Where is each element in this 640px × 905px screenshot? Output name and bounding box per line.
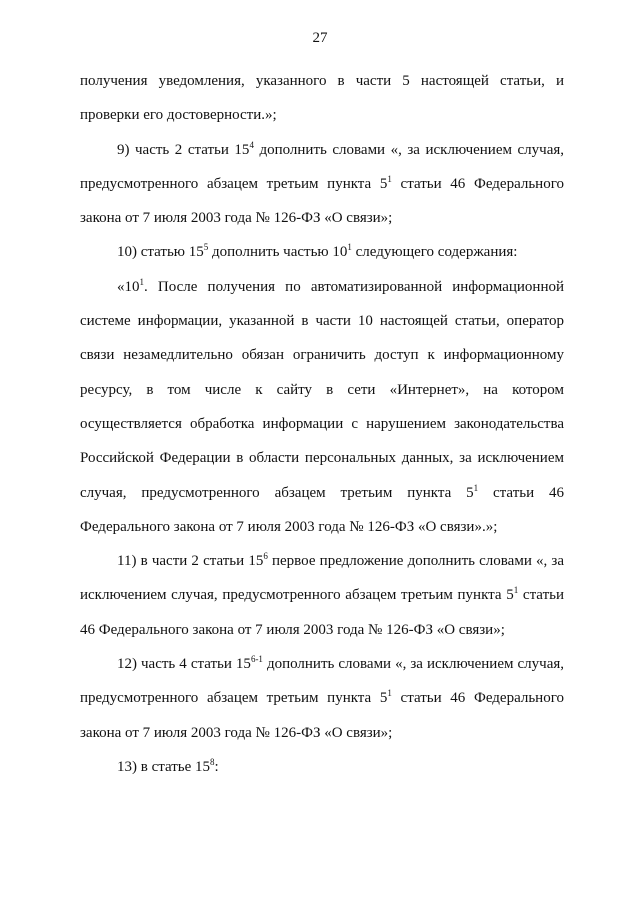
paragraph-text: 12) часть 4 статьи 15 [117,656,251,673]
paragraph-text: дополнить словами «, за исключением случая, предусмотренного абзацем третьим пункта 5 [80,656,564,707]
paragraph-text: дополнить частью 10 [208,244,348,261]
superscript: 1 [473,482,479,493]
superscript: 8 [210,756,215,767]
paragraph-item-10 [80,235,564,269]
paragraph-part-10-1 [80,270,564,544]
document-body [80,64,564,784]
paragraph-text: статьи 46 Федерального закона от 7 июля 2003 года № 126-ФЗ «О связи»; [80,175,564,227]
paragraph-text: статьи 46 Федерального закона от 7 июля 2003 года № 126-ФЗ «О связи»; [80,587,564,638]
superscript: 1 [513,585,519,596]
paragraph-1 [80,64,564,133]
superscript: 1 [347,242,352,253]
paragraph-text: 9) часть 2 статьи 15 [117,141,250,158]
paragraph-text: статьи 46 Федерального закона от 7 июля 2003 года № 126-ФЗ «О связи»; [80,690,564,741]
superscript: 4 [249,139,254,150]
paragraph-text: статьи 46 Федерального закона от 7 июля 2003 года № 126-ФЗ «О связи».»; [80,484,565,535]
paragraph-text: «10 [117,278,140,295]
paragraph-text: дополнить словами «, за исключением случая, предусмотренного абзацем третьим пункта 5 [80,141,564,192]
paragraph-text: 11) в части 2 статьи 15 [117,553,264,570]
paragraph-text: . После получения по автоматизированной информационной системе информации, указанной в части 10 настоящей статьи, оператор связи незамедлительно обязан ограничить доступ к информационному ресурсу, в том числе к сайту в сети «Интернет», на котором осуществляется обработка информации с нарушением законодательства Российской Федерации в области персональных данных, за исключением случая, предусмотренного абзацем третьим пункта 5 [80,278,564,501]
superscript: 6-1 [250,654,263,665]
page-number: 27 [312,30,328,46]
superscript: 1 [139,276,144,287]
paragraph-text: : [214,758,219,775]
superscript: 6 [263,551,268,562]
paragraph-text: первое предложение дополнить словами «, за исключением случая, предусмотренного абзацем третьим пункта 5 [80,553,564,604]
paragraph-item-13 [80,750,564,784]
superscript: 1 [387,688,392,699]
paragraph-item-9 [80,133,564,236]
paragraph-item-12 [80,647,564,750]
superscript: 5 [203,242,209,253]
paragraph-text: 13) в статье 15 [117,758,211,775]
superscript: 1 [387,173,392,184]
paragraph-text: 10) статью 15 [117,244,204,261]
paragraph-item-11 [80,544,564,647]
paragraph-text: получения уведомления, указанного в части 5 настоящей статьи, и проверки его достоверности.»; [80,73,564,124]
paragraph-text: следующего содержания: [351,244,518,261]
